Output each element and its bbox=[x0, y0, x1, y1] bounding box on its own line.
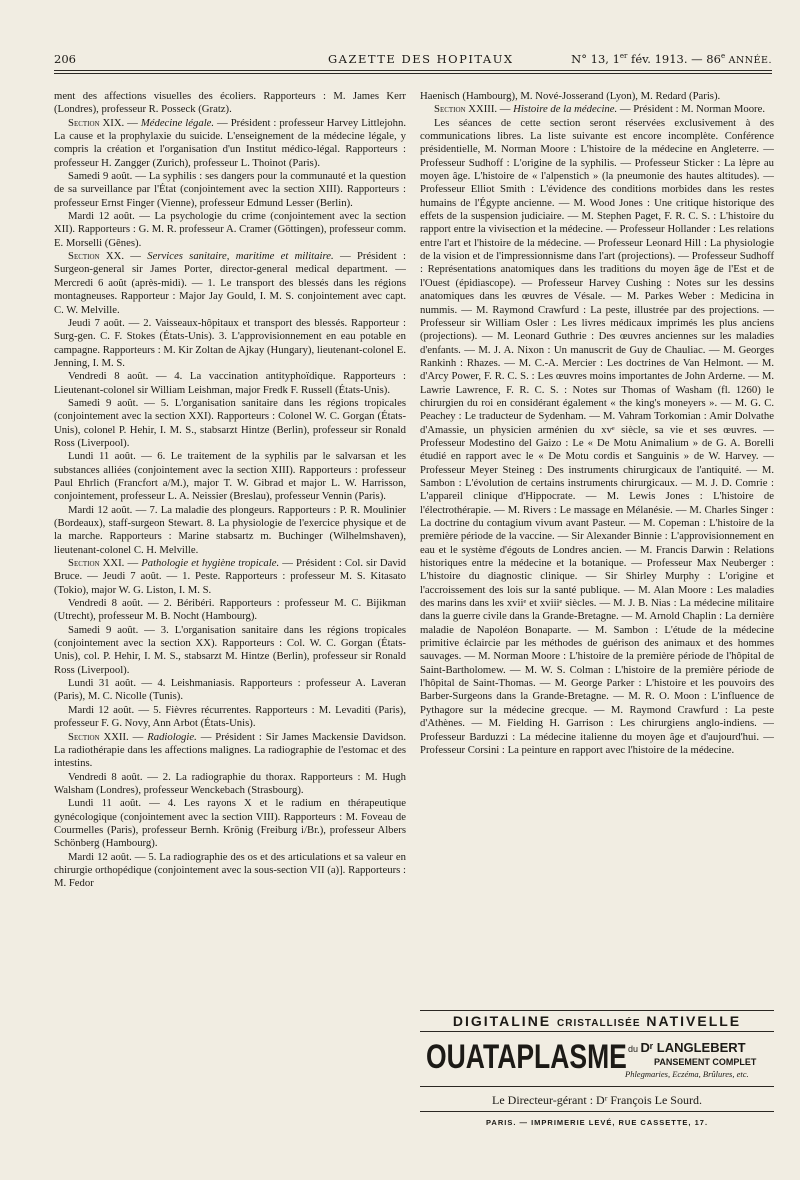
running-header bbox=[54, 52, 772, 68]
header-rule-bottom bbox=[54, 73, 772, 74]
paragraph: Mardi 12 août. — 7. La maladie des plongeurs. Rapporteurs : P. R. Moulinier (Bordeaux), staff-surgeon Stewart. 8. La physiologie de l'exercice physique et de la marche. Rapporteurs : Marine stabsartz m. Buchinger (Wilhelmshaven), lieutenant-colonel C. H. Melville. bbox=[54, 503, 406, 556]
paragraph: Lundi 11 août. — 6. Le traitement de la syphilis par le salvarsan et les substances alliées (conjointement avec la section XIII). Rapporteurs : professeur Paul Ehrlich (Francfort a/M.), major T. W. Gibrad et major L. W. Harrisson, conjointement, professeur L. A. Neissier (Breslau), professeur Vennin (Paris). bbox=[54, 450, 406, 503]
section-paragraph: Section XIX. — Médecine légale. — Président : professeur Harvey Littlejohn. La cause et la prophylaxie du suicide. L'enseignement de la médecine légale, y compris la création et l'organisation d'un Institut médico-légal. Rapporteurs : professeur H. Zangger (Zurich), professeur L. Thoinot (Paris). bbox=[54, 116, 407, 169]
journal-title: GAZETTE DES HOPITAUX bbox=[328, 52, 514, 66]
paragraph: Haenisch (Hambourg), M. Nové-Josserand (Lyon), M. Redard (Paris). bbox=[420, 90, 721, 102]
ouataplasme-logo: OUATAPLASME bbox=[426, 1038, 627, 1076]
ad-brand: du Dʳ LANGLEBERT bbox=[628, 1040, 746, 1055]
ad-uses: Phlegmaries, Eczéma, Brûlures, etc. bbox=[625, 1069, 749, 1079]
paragraph: Lundi 31 août. — 4. Leishmaniasis. Rapporteurs : professeur A. Laveran (Paris), M. C. Nicolle (Tunis). bbox=[54, 677, 406, 703]
ad-subtitle: PANSEMENT COMPLET bbox=[654, 1057, 757, 1067]
section-paragraph: Section XXII. — Radiologie. — Président : Sir James Mackensie Davidson. La radiothérapie dans les affections malignes. La radiographie de l'estomac et des intestins. bbox=[54, 730, 406, 770]
paragraph: Vendredi 8 août. — 2. Béribéri. Rapporteurs : professeur M. C. Bijikman (Utrecht), professeur M. B. Nocht (Hambourg). bbox=[54, 597, 406, 623]
paragraph: Samedi 9 août. — 3. L'organisation sanitaire dans les régions tropicales (conjointement avec la section XX). Rapporteurs : Col. W. C. Gorgan (États-Unis), col. P. Hehir, I. M. S., stabsarzt M. Hintze (Berlin), professeur sir Ronald Ross (Liverpool). bbox=[54, 623, 406, 676]
paragraph: Les séances de cette section seront réservées exclusivement à des communications libres. La liste suivante est encore incomplète. Conférence présidentielle, M. Norman Moore : L'histoire de la médecine en Angleterre. — Professeur Sudhoff : L'origine de la syphilis. — Professeur Sticker : La lèpre au moyen âge. L'histoire de « l'alpenstich » (la pneumonie des hautes altitudes). — Professeur Elliot Smith : L'évidence des conditions morbides dans les restes humains de l'Égypte ancienne. — M. Wood Jones : Une critique historique des effets de la suspension judiciaire. — M. Stephen Paget, F. R. C. S. : L'histoire du rapport entre la vivisection et la médecine. — Professeur Hollander : Les relations entre l'art et l'histoire de la médecine. — Professeur Leonard Hill : La physiologie de la vision et de l'impressionnisme dans l'art (projections). — Professeur Sudhoff : Représentations anatomiques dans les traditions du moyen âge de l'Est et de l'Ouest (épidiascope). — Professeur Harvey Cushing : Notes sur les dessins anatomiques dans les œuvres de Vésale. — M. Parkes Weber : Medicina in nummis. — M. Raymond Crawfurd : La peste, illustrée par des projections. — Professeur sir William Osler : Les livres médicaux imprimés les plus anciens (projections). — M. Leonard Guthrie : Des œuvres anciennes sur les maladies d'enfants. — M. J. A. Nixon : Un manuscrit de Guy de Chauliac. — M. Georges Rankinh : Rhazes. — M. C.-A. Mercier : Les doctrines de Van Helmont. — M. d'Arcy Power, F. R. C. S. : Les œuvres moins importantes de John Arderne. — M. Lawrie Lawrence, F. R. C. S. : Notes sur Thomas of Washam (fl. 1260) le chirurgien du roi en considérant également « the king's moneyers ». — M. G. C. Peachey : Le traducteur de Sydenham. — M. Vahram Torkomian : Amir Dolvathe d'Amassie, un physicien arménien du xvᵉ siècle, sa vie et ses œuvres. — Professeur Modestino del Gaizo : Le « De Motu Animalium » de G. A. Borelli étudié en rapport avec le « De Motu cordis et Sanguinis » de W. Harvey. — Professeur Meyer Steineg : Des instruments chirurgicaux de l'antiquité. — M. Sambon : L'évolution de certains instruments chirurgicaux. — M. J. D. Comrie : L'appareil clinique d'Hippocrate. — M. Lewis Jones : L'histoire de l'électrothérapie. — M. Rivers : Le massage en Mélanésie. — M. Charles Singer : La doctrine du contagium vivum avant Pasteur. — M. Copeman : L'histoire de la première période de la vaccine. — Sir Alexander Binnie : L'approvisionnement en eau et le système d'égouts de Londres ancien. — M. Francis Darwin : Relations historiques entre la médecine et la botanique. — Professeur Max Neuberger : L'histoire du diagnostic clinique. — Sir Shirley Murphy : L'origine et l'accroissement des lois sur la santé publique. — M. Alan Moore : Les maladies des marins dans les xviiᵉ et xviiiᵉ siècles. — M. J. B. Nias : La médecine militaire dans la guerre civile dans la Grande-Bretagne. — M. Arnold Chaplin : La dernière maladie de Napoléon Bonaparte. — M. Sambon : L'étude de la médecine primitive éclaircie par les méthodes de guérison des animaux et des hommes sauvages. — M. Norman Moore : L'histoire de la première période de l'hôpital de Saint-Bartholomew. — M. W. S. Colman : L'histoire de la première période de l'hôpital de Saint-Thomas. — M. George Parker : L'histoire et les pouvoirs des Barber-Surgeons dans la Grande-Bretagne. — M. R. O. Moon : L'influence de Pythagore sur la médecine grecque. — M. Raymond Crawfurd : La peste d'Athènes. — M. Fielding H. Garrison : Les chirurgiens anglo-indiens. — Professeur Barduzzi : La médecine italienne du moyen âge et d'aujourd'hui. — Professeur Corsini : La peinture en rapport avec l'histoire de la médecine. bbox=[420, 116, 774, 756]
page-number: 206 bbox=[54, 52, 76, 66]
left-column bbox=[54, 90, 406, 891]
section-paragraph: Section XXIII. — Histoire de la médecine. — Président : M. Norman Moore. bbox=[434, 103, 766, 116]
paragraph: Lundi 11 août. — 4. Les rayons X et le radium en thérapeutique gynécologique (conjointement avec la section VIII). Rapporteurs : M. Foveau de Courmelles (Paris), professeur Bernh. Krönig (Freiburg i/Br.), professeur Albers Schönberg (Hambourg). bbox=[54, 797, 406, 850]
paragraph: ment des affections visuelles des écoliers. Rapporteurs : M. James Kerr (Londres), professeur R. Posseck (Gratz). bbox=[54, 90, 406, 116]
paragraph: Mardi 12 août. — 5. La radiographie des os et des articulations et sa valeur en chirurgie orthopédique (conjointement avec la sous-section VII (a)]. Rapporteurs : M. Fedor bbox=[54, 850, 406, 890]
right-column bbox=[420, 90, 774, 757]
section-paragraph: Section XX. — Services sanitaire, maritime et militaire. — Président : Surgeon-general sir James Porter, director-general medical department. — Mercredi 6 août (après-midi). — 1. Le transport des blessés dans les régions montagneuses. Rapporteur : Major Jay Gould, I. M. S. conjointement avec capt. C. W. Melville. bbox=[54, 250, 406, 316]
ouataplasme-advertisement bbox=[420, 1036, 774, 1087]
paragraph: Samedi 9 août. — La syphilis : ses dangers pour la communauté et la question de sa surveillance par l'État (conjointement avec la section XIII). Rapporteurs : professeur Ernst Finger (Vienne), professeur Edmund Lesser (Berlin). bbox=[54, 170, 406, 209]
issue-info: N° 13, 1er fév. 1913. — 86e ANNÉE. bbox=[571, 52, 772, 66]
paragraph: Mardi 12 août. — La psychologie du crime (conjointement avec la section XII). Rapporteurs : G. M. R. professeur A. Cramer (Göttingen), professeur comm. E. Morselli (Gênes). bbox=[54, 210, 406, 249]
header-rule-top bbox=[54, 70, 772, 71]
paragraph: Jeudi 7 août. — 2. Vaisseaux-hôpitaux et transport des blessés. Rapporteur : Surg-gen. C. F. Stokes (États-Unis). 3. L'approvisionnement en eau potable en campagne. Rapporteurs : M. Kir Zoltan de Ajkay (Hungary), lieutenant-colonel E. Jenning, I. M. S. bbox=[54, 316, 406, 369]
printer-line: PARIS. — IMPRIMERIE LEVÉ, RUE CASSETTE, 17. bbox=[485, 1118, 709, 1127]
paragraph: Vendredi 8 août. — 2. La radiographie du thorax. Rapporteurs : M. Hugh Walsham (Londres), professeur Wenckebach (Strasbourg). bbox=[54, 770, 406, 796]
paragraph: Mardi 12 août. — 5. Fièvres récurrentes. Rapporteurs : M. Levaditi (Paris), professeur F. G. Novy, Ann Arbot (États-Unis). bbox=[54, 703, 406, 730]
digitaline-advertisement: DIGITALINE CRISTALLISÉE NATIVELLE bbox=[420, 1010, 774, 1032]
directeur-gerant: Le Directeur-gérant : Dʳ François Le Sourd. bbox=[420, 1093, 774, 1112]
paragraph: Samedi 9 août. — 5. L'organisation sanitaire dans les régions tropicales (conjointement avec la section XXI). Rapporteurs : Colonel W. C. Gorgan (États-Unis), colonel P. Hehir, I. M. S., stabsarzt Hintze (Berlin), professeur sir Ronald Ross (Liverpool). bbox=[54, 396, 406, 449]
section-paragraph: Section XXI. — Pathologie et hygiène tropicale. — Président : Col. sir David Bruce. — Jeudi 7 août. — 1. Peste. Rapporteurs : professeur M. S. Kitasato (Tokio), major W. G. Liston, I. M. S. bbox=[54, 557, 407, 596]
paragraph: Vendredi 8 août. — 4. La vaccination antityphoïdique. Rapporteurs : Lieutenant-colonel sir William Leishman, major Fredk F. Russell (États-Unis). bbox=[54, 370, 406, 396]
